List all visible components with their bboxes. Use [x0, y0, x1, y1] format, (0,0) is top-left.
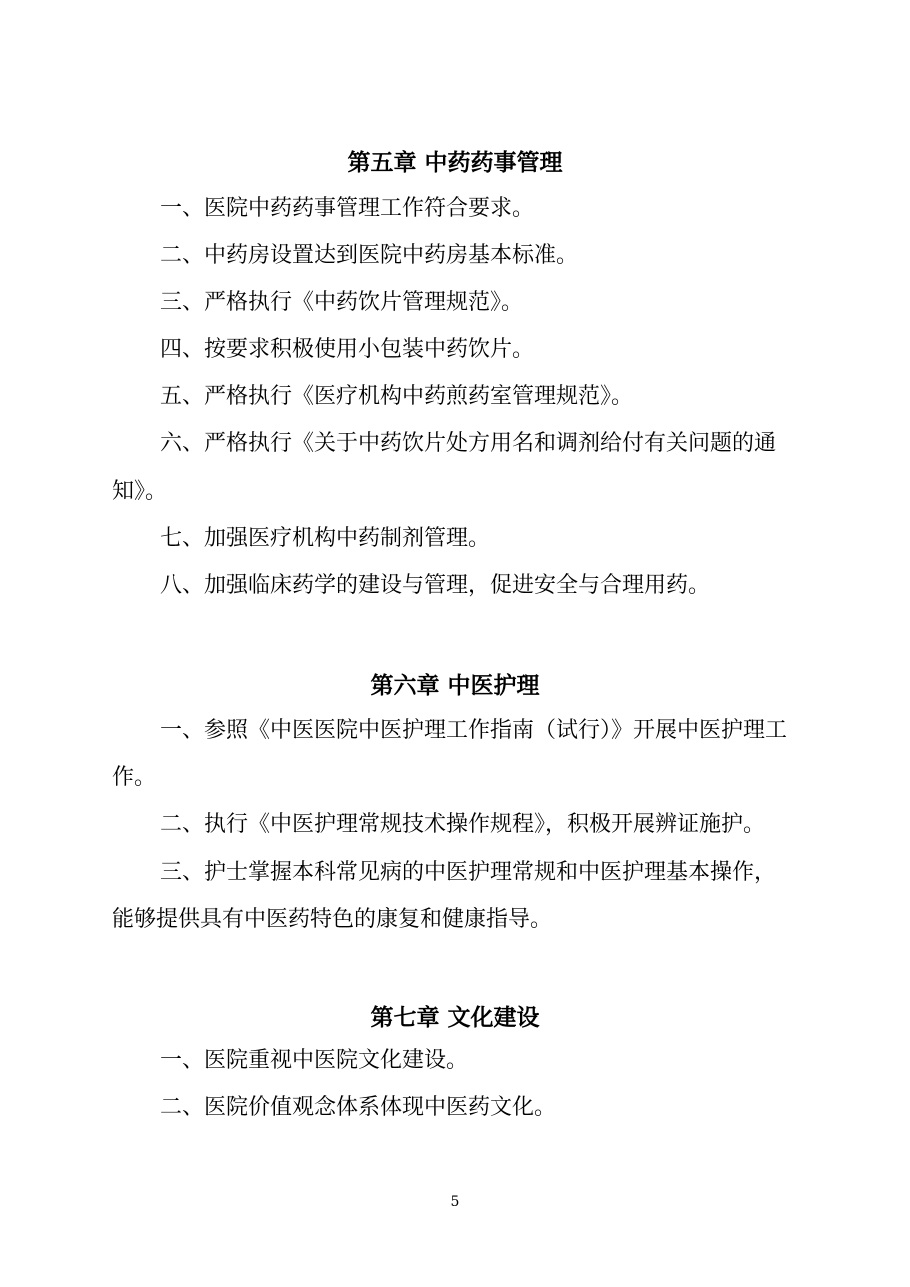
chapter-5-title: 第五章 中药药事管理 — [347, 150, 563, 176]
chapter-5-item-5: 五、严格执行《医疗机构中药煎药室管理规范》。 — [160, 384, 634, 409]
chapter-7-title: 第七章 文化建设 — [370, 1005, 540, 1031]
chapter-7-item-2: 二、医院价值观念体系体现中医药文化。 — [160, 1095, 557, 1120]
chapter-6-title: 第六章 中医护理 — [370, 673, 540, 699]
page-number: 5 — [450, 1194, 460, 1210]
chapter-5-item-3: 三、严格执行《中药饮片管理规范》。 — [160, 290, 524, 315]
chapter-5-item-8: 八、加强临床药学的建设与管理，促进安全与合理用药。 — [160, 573, 711, 598]
chapter-5-item-6: 六、严格执行《关于中药饮片处方用名和调剂给付有关问题的通 — [160, 431, 777, 456]
chapter-6-item-3: 三、护士掌握本科常见病的中医护理常规和中医护理基本操作， — [160, 860, 777, 885]
chapter-6-item-1: 一、参照《中医医院中医护理工作指南（试行）》开展中医护理工 — [160, 718, 788, 743]
chapter-6-item-3-continued: 能够提供具有中医药特色的康复和健康指导。 — [112, 907, 553, 932]
chapter-5-item-2: 二、中药房设置达到医院中药房基本标准。 — [160, 243, 579, 268]
chapter-5-item-4: 四、按要求积极使用小包装中药饮片。 — [160, 337, 535, 362]
chapter-7-item-1: 一、医院重视中医院文化建设。 — [160, 1048, 469, 1073]
chapter-6-item-2: 二、执行《中医护理常规技术操作规程》，积极开展辨证施护。 — [160, 812, 766, 837]
chapter-5-item-7: 七、加强医疗机构中药制剂管理。 — [160, 526, 491, 551]
chapter-6-item-1-continued: 作。 — [112, 765, 157, 790]
chapter-5-item-1: 一、医院中药药事管理工作符合要求。 — [160, 196, 535, 221]
chapter-5-item-6-continued: 知》。 — [112, 479, 168, 504]
